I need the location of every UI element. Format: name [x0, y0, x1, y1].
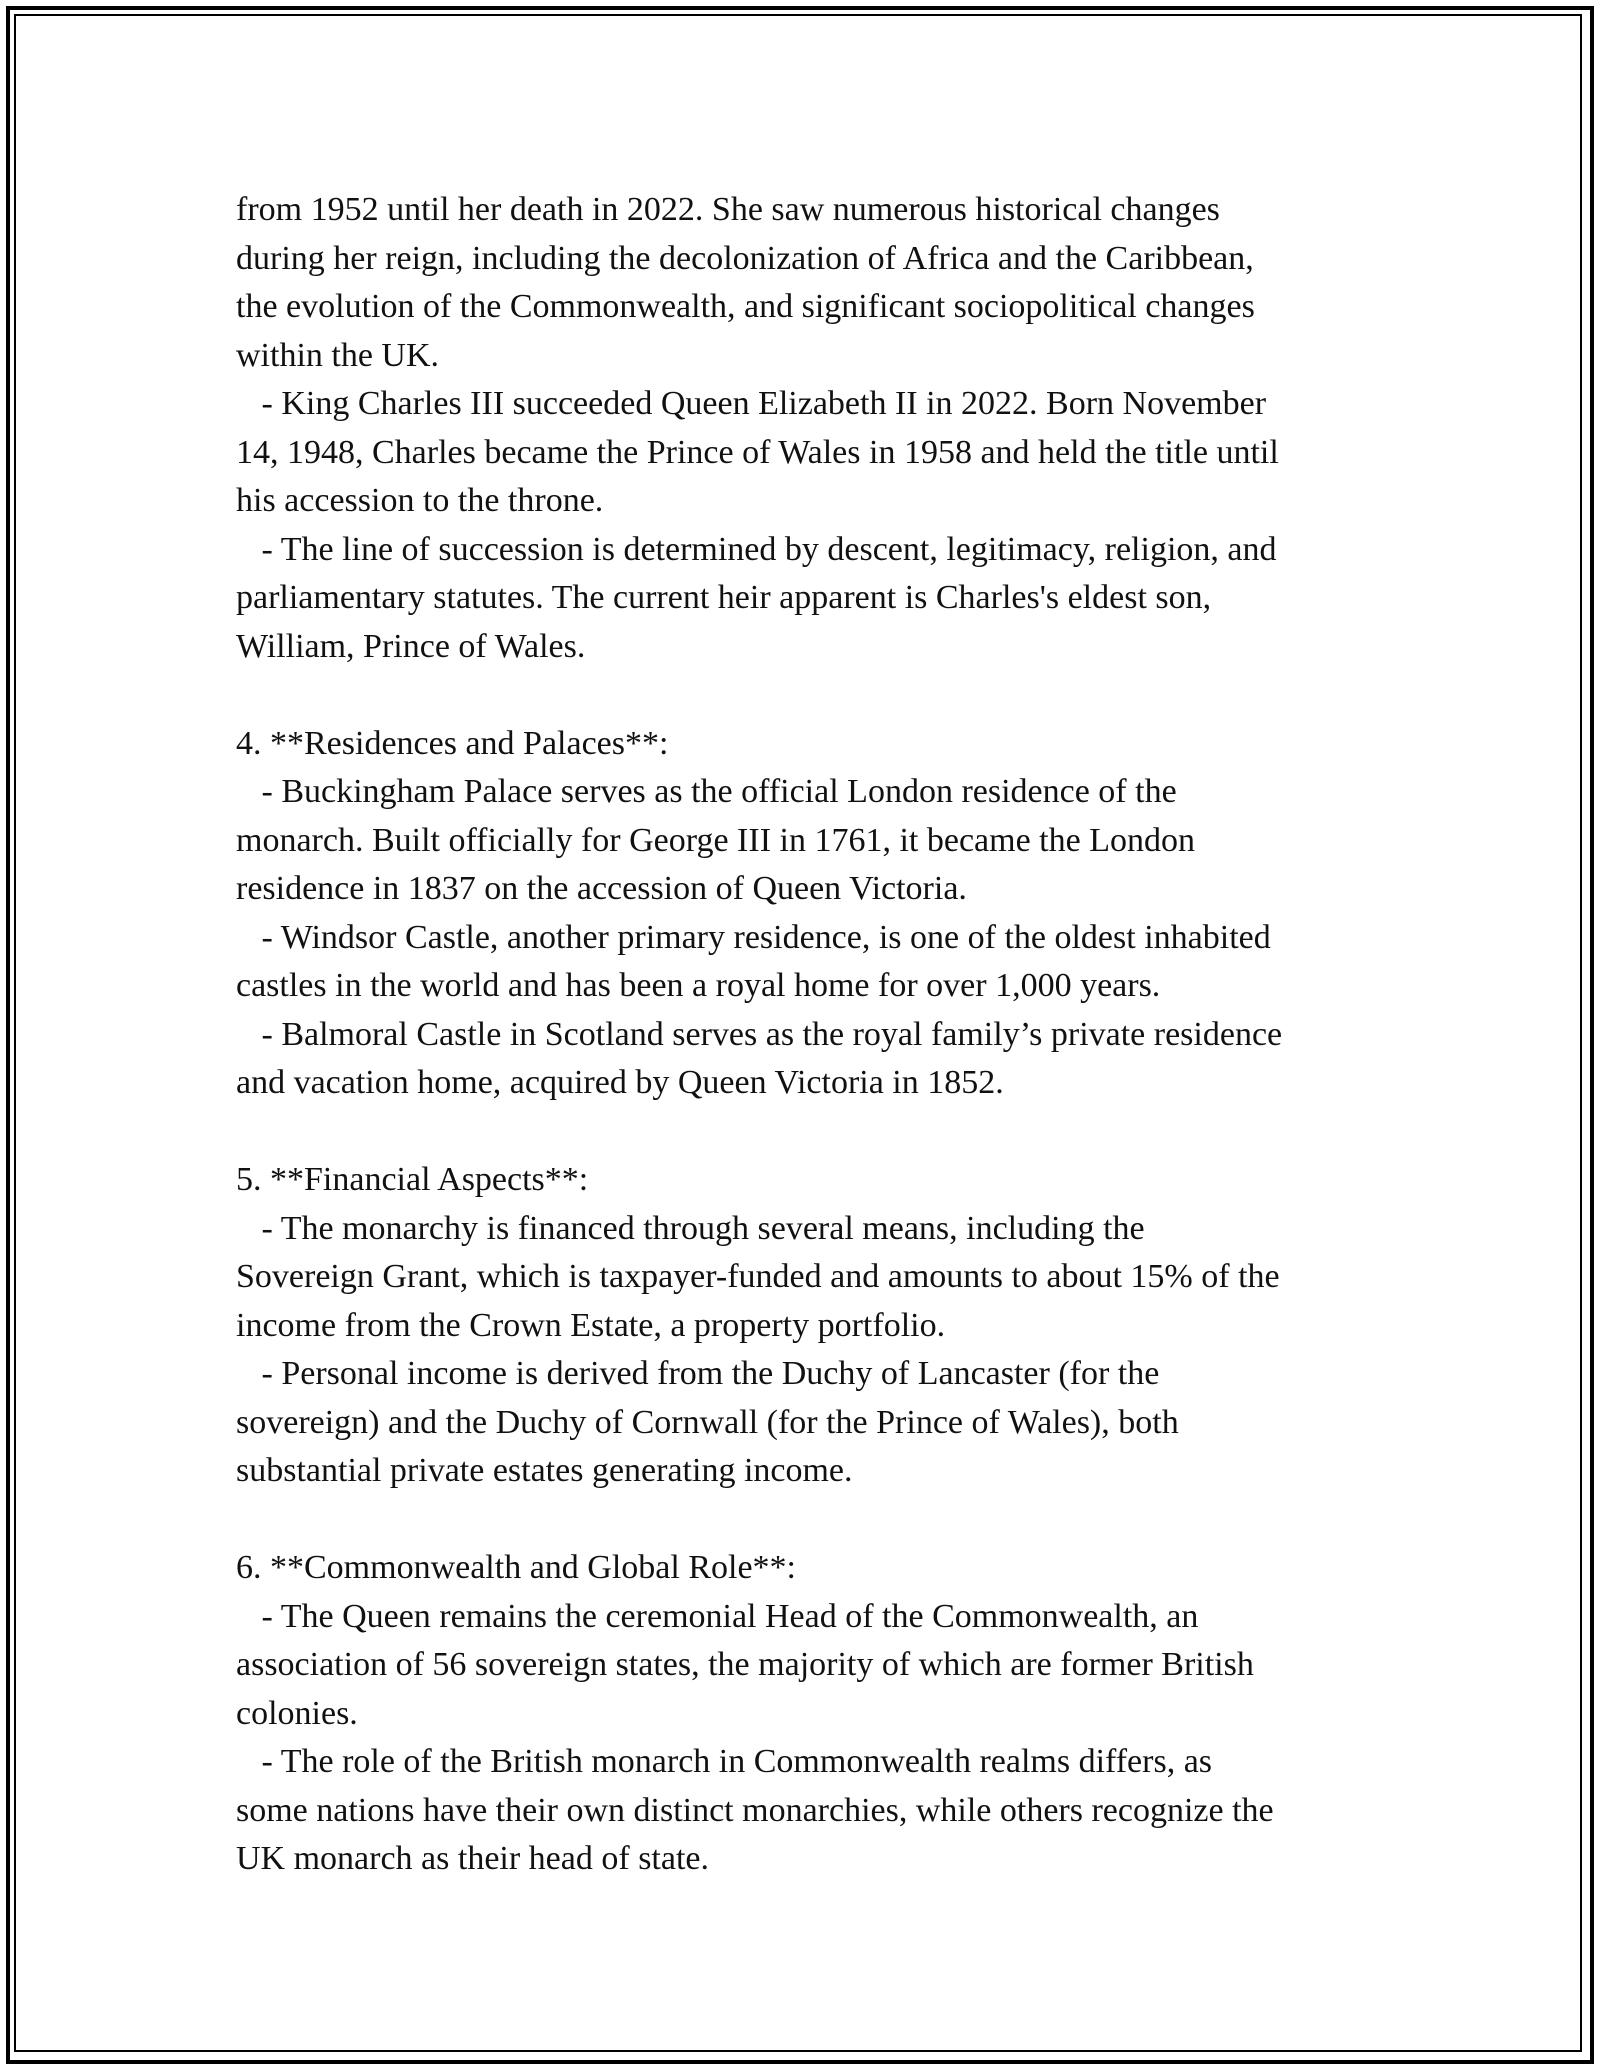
text-line: residence in 1837 on the accession of Queen Victoria.	[236, 870, 967, 907]
text-line: substantial private estates generating income.	[236, 1452, 853, 1489]
text-line: Sovereign Grant, which is taxpayer-funded and amounts to about 15% of the	[236, 1258, 1280, 1295]
text-line: - Balmoral Castle in Scotland serves as the royal family’s private residence	[236, 1015, 1283, 1053]
section-heading-residences: 4. **Residences and Palaces**:	[236, 724, 669, 762]
section-heading-commonwealth: 6. **Commonwealth and Global Role**:	[236, 1549, 796, 1586]
text-line: - The line of succession is determined by descent, legitimacy, religion, and	[236, 530, 1277, 568]
text-line: within the UK.	[236, 336, 440, 374]
blank-line	[236, 671, 1396, 720]
text-line: - Personal income is derived from the Duchy of Lancaster (for the	[236, 1355, 1160, 1392]
blank-line	[236, 1496, 1396, 1545]
text-line: - Buckingham Palace serves as the official London residence of the	[236, 773, 1177, 810]
text-line: - The monarchy is financed through several means, including the	[236, 1209, 1145, 1247]
text-line: association of 56 sovereign states, the majority of which are former British	[236, 1646, 1254, 1683]
text-line: - The Queen remains the ceremonial Head of the Commonwealth, an	[236, 1597, 1199, 1635]
text-line: from 1952 until her death in 2022. She saw numerous historical changes	[236, 191, 1220, 228]
text-line: - King Charles III succeeded Queen Elizabeth II in 2022. Born November	[236, 385, 1267, 422]
text-line: UK monarch as their head of state.	[236, 1840, 709, 1877]
text-line: - The role of the British monarch in Commonwealth realms differs, as	[236, 1743, 1213, 1780]
text-line: some nations have their own distinct monarchies, while others recognize the	[236, 1791, 1274, 1829]
text-line: parliamentary statutes. The current heir apparent is Charles's eldest son,	[236, 579, 1212, 616]
text-line: sovereign) and the Duchy of Cornwall (for the Prince of Wales), both	[236, 1403, 1179, 1441]
document-body	[236, 186, 1396, 1884]
text-line: during her reign, including the decolonization of Africa and the Caribbean,	[236, 239, 1254, 277]
text-line: colonies.	[236, 1694, 358, 1732]
text-line: his accession to the throne.	[236, 482, 604, 519]
text-line: - Windsor Castle, another primary residence, is one of the oldest inhabited	[236, 918, 1271, 956]
text-line: castles in the world and has been a royal home for over 1,000 years.	[236, 967, 1161, 1004]
text-line: and vacation home, acquired by Queen Victoria in 1852.	[236, 1064, 1004, 1101]
text-line: income from the Crown Estate, a property portfolio.	[236, 1306, 946, 1344]
text-line: the evolution of the Commonwealth, and significant sociopolitical changes	[236, 288, 1255, 325]
section-heading-financial: 5. **Financial Aspects**:	[236, 1161, 589, 1198]
blank-line	[236, 1108, 1396, 1157]
text-line: William, Prince of Wales.	[236, 627, 586, 665]
text-line: 14, 1948, Charles became the Prince of Wales in 1958 and held the title until	[236, 433, 1279, 471]
text-line: monarch. Built officially for George III in 1761, it became the London	[236, 821, 1195, 859]
